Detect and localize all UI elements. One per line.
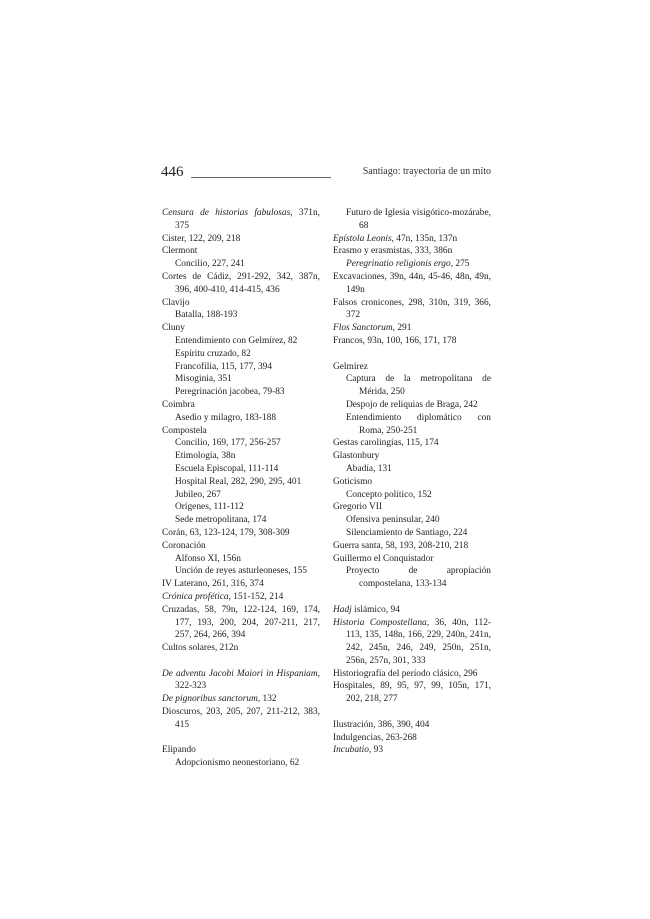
index-entry [333, 604, 491, 617]
index-entry [333, 732, 491, 745]
entry-gap [162, 732, 320, 745]
entry-text: Batalla, 188-193 [175, 310, 238, 321]
index-subentry [162, 309, 320, 322]
index-subentry [162, 489, 320, 502]
index-entry [162, 578, 320, 591]
entry-title-italic: Historia Compostellana [333, 617, 427, 628]
index-entry [162, 706, 320, 732]
entry-title-italic: De pignoribus sanctorum [162, 694, 258, 705]
entry-gap [162, 655, 320, 668]
index-subentry [162, 373, 320, 386]
index-entry [333, 501, 491, 514]
running-head: Santiago: trayectoria de un mito [362, 166, 491, 177]
entry-text: Ofensiva peninsular, 240 [346, 515, 440, 526]
entry-text: Captura de la metropolitana de Mérida, 250 [346, 374, 491, 398]
index-subentry [162, 553, 320, 566]
entry-text: Gregorio VII [333, 502, 383, 513]
entry-gap [333, 591, 491, 604]
entry-text: IV Laterano, 261, 316, 374 [162, 579, 264, 590]
index-subentry [162, 386, 320, 399]
entry-text: Unción de reyes asturleoneses, 155 [175, 566, 307, 577]
index-entry [162, 668, 320, 694]
index-subentry [333, 207, 491, 233]
entry-text: Coimbra [162, 399, 195, 410]
index-entry [162, 245, 320, 258]
entry-text: Sede metropolitana, 174 [175, 515, 267, 526]
entry-text: islámico, 94 [351, 604, 400, 615]
index-subentry [333, 373, 491, 399]
index-entry [333, 233, 491, 246]
index-entry [162, 744, 320, 757]
entry-text: Historiografía del período clásico, 296 [333, 668, 478, 679]
entry-text: Francos, 93n, 100, 166, 171, 178 [333, 335, 457, 346]
index-entry [162, 297, 320, 310]
entry-text: Compostela [162, 425, 207, 436]
entry-text: Hospitales, 89, 95, 97, 99, 105n, 171, 202, 218, 277 [333, 681, 491, 705]
index-column-right [333, 207, 491, 757]
entry-title-italic: Incubatio [333, 745, 369, 756]
entry-text: Glastonbury [333, 451, 380, 462]
entry-title-italic: Hadj [333, 604, 352, 615]
entry-text: , 291 [392, 323, 412, 334]
entry-text: , 322-323 [175, 668, 320, 692]
index-subentry [162, 437, 320, 450]
entry-text: Guillermo el Conquistador [333, 553, 434, 564]
index-entry [162, 591, 320, 604]
index-subentry [162, 463, 320, 476]
index-entry [162, 527, 320, 540]
index-subentry [162, 501, 320, 514]
index-subentry [162, 335, 320, 348]
entry-text: Abadía, 131 [346, 463, 392, 474]
entry-text: Francofilia, 115, 177, 394 [175, 361, 273, 372]
entry-text: Escuela Episcopal, 111-114 [175, 463, 279, 474]
entry-text: Asedio y milagro, 183-188 [175, 412, 277, 423]
index-entry [333, 680, 491, 706]
entry-text: Cister, 122, 209, 218 [162, 233, 241, 244]
header-rule [191, 177, 331, 178]
entry-title-italic: Epístola Leonis [333, 233, 392, 244]
entry-text: Concepto político, 152 [346, 489, 432, 500]
entry-title-italic: Flos Sanctorum [333, 323, 393, 334]
index-subentry [162, 412, 320, 425]
entry-text: Orígenes, 111-112 [175, 502, 244, 513]
index-subentry [333, 258, 491, 271]
index-entry [333, 297, 491, 323]
entry-text: Silenciamiento de Santiago, 224 [346, 527, 468, 538]
entry-text: Falsos cronicones, 298, 310n, 319, 366, 372 [333, 297, 491, 321]
entry-text: Ilustración, 386, 390, 404 [333, 719, 430, 730]
entry-text: Corán, 63, 123-124, 179, 308-309 [162, 527, 290, 538]
index-entry [162, 399, 320, 412]
entry-text: Erasmo y erasmistas, 333, 386n [333, 246, 453, 257]
index-entry [333, 322, 491, 335]
index-entry [162, 540, 320, 553]
index-subentry [333, 489, 491, 502]
entry-text: Cluny [162, 323, 185, 334]
entry-title-italic: Censura de historias fabulosas [162, 208, 291, 218]
entry-title-italic: Peregrinatio religionis ergo [346, 259, 451, 270]
index-entry [333, 540, 491, 553]
index-entry [162, 642, 320, 655]
index-subentry [333, 514, 491, 527]
entry-text: , 47n, 135n, 137n [391, 233, 458, 244]
index-entry [333, 271, 491, 297]
index-subentry [333, 463, 491, 476]
entry-text: , 132 [257, 694, 277, 705]
entry-text: Indulgencias, 263-268 [333, 732, 417, 743]
entry-text: Goticismo [333, 476, 373, 487]
index-entry [333, 744, 491, 757]
entry-text: Coronación [162, 540, 206, 551]
entry-text: Hospital Real, 282, 290, 295, 401 [175, 476, 302, 487]
index-subentry [162, 450, 320, 463]
entry-text: Gelmírez [333, 361, 368, 372]
index-subentry [162, 565, 320, 578]
index-subentry [333, 527, 491, 540]
entry-text: Clermont [162, 246, 198, 257]
page-number: 446 [161, 164, 184, 180]
entry-text: Concilio, 169, 177, 256-257 [175, 438, 281, 449]
index-subentry [162, 348, 320, 361]
entry-text: , 275 [450, 259, 470, 270]
entry-text: Gestas carolingias, 115, 174 [333, 438, 439, 449]
entry-text: Despojo de reliquias de Braga, 242 [346, 399, 478, 410]
entry-text: Futuro de Iglesia visigótico-mozárabe, 68 [346, 208, 491, 231]
entry-text: Cortes de Cádiz, 291-292, 342, 387n, 396, 400-410, 414-415, 436 [162, 271, 320, 295]
entry-text: , 371n, 375 [175, 208, 321, 231]
index-subentry [333, 412, 491, 438]
index-entry [162, 604, 320, 642]
index-entry [162, 693, 320, 706]
index-entry [162, 322, 320, 335]
entry-title-italic: De adventu Jacobi Maiori in Hispaniam [162, 668, 318, 679]
index-subentry [162, 514, 320, 527]
index-entry [162, 233, 320, 246]
entry-text: Guerra santa, 58, 193, 208-210, 218 [333, 540, 469, 551]
entry-text: Peregrinación jacobea, 79-83 [175, 387, 285, 398]
index-entry [333, 719, 491, 732]
entry-text: Concilio, 227, 241 [175, 259, 245, 270]
entry-text: Misoginia, 351 [175, 374, 232, 385]
index-entry [162, 207, 320, 233]
index-subentry [162, 757, 320, 770]
index-entry [333, 668, 491, 681]
entry-text: Cultos solares, 212n [162, 643, 239, 654]
entry-text: Etimología, 38n [175, 451, 236, 462]
entry-text: Excavaciones, 39n, 44n, 45-46, 48n, 49n, 149n [333, 271, 491, 295]
index-subentry [162, 361, 320, 374]
index-entry [162, 271, 320, 297]
entry-text: , 151-152, 214 [228, 591, 284, 602]
index-subentry [333, 565, 491, 591]
entry-text: Espíritu cruzado, 82 [175, 348, 251, 359]
entry-text: Entendimiento diplomático con Roma, 250-251 [346, 412, 491, 436]
index-subentry [333, 399, 491, 412]
index-entry [333, 361, 491, 374]
index-entry [333, 617, 491, 668]
entry-text: Cruzadas, 58, 79n, 122-124, 169, 174, 177, 193, 200, 204, 207-211, 217, 257, 264, 266, 394 [162, 604, 320, 641]
index-entry [162, 425, 320, 438]
entry-gap [333, 706, 491, 719]
entry-text: Alfonso XI, 156n [175, 553, 241, 564]
entry-text: Entendimiento con Gelmírez, 82 [175, 335, 298, 346]
entry-text: Jubileo, 267 [175, 489, 221, 500]
index-entry [333, 437, 491, 450]
entry-text: Elipando [162, 745, 196, 756]
index-entry [333, 476, 491, 489]
entry-text: Proyecto de apropiación compostelana, 133-134 [346, 566, 491, 590]
index-entry [333, 245, 491, 258]
index-column-left [162, 207, 320, 770]
entry-gap [333, 348, 491, 361]
index-entry [333, 450, 491, 463]
index-entry [333, 335, 491, 348]
page-header [161, 164, 491, 182]
entry-text: , 36, 40n, 112-113, 135, 148n, 166, 229, 240n, 241n, 242, 245n, 246, 249, 250n, 251n, 256n, 257n, 301, 333 [346, 617, 492, 666]
index-entry [333, 553, 491, 566]
entry-title-italic: Crónica profética [162, 591, 229, 602]
entry-text: Dioscuros, 203, 205, 207, 211-212, 383, 415 [162, 707, 320, 730]
entry-text: Clavijo [162, 297, 190, 308]
index-subentry [162, 258, 320, 271]
entry-text: , 93 [368, 745, 383, 756]
entry-text: Adopcionismo neonestoriano, 62 [175, 758, 300, 769]
index-subentry [162, 476, 320, 489]
